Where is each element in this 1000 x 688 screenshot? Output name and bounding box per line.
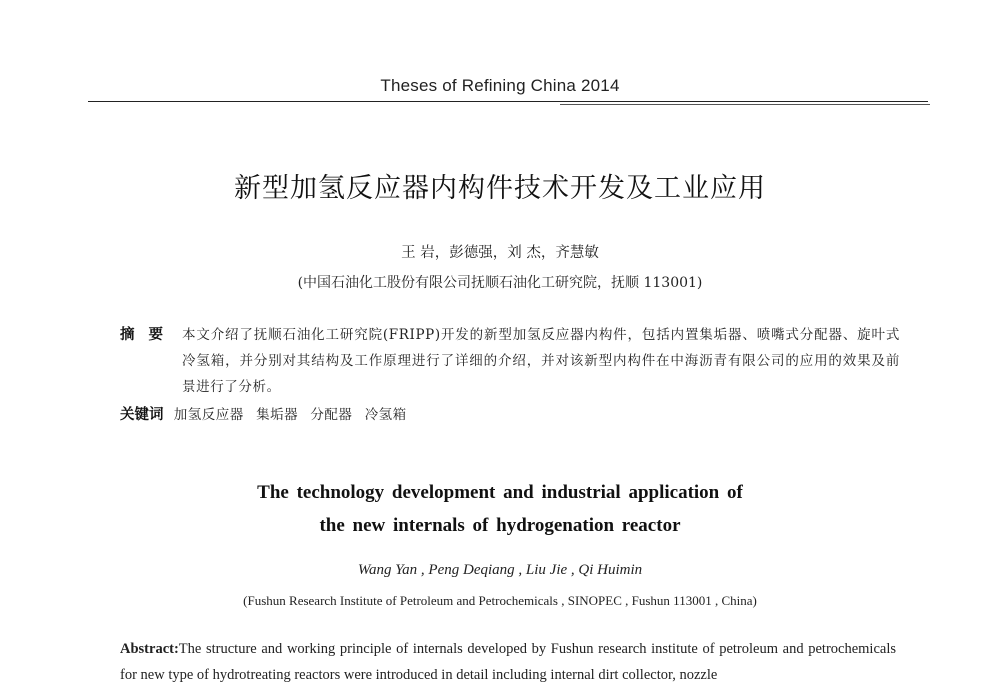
authors-cn: 王 岩，彭德强，刘 杰，齐慧敏 [401,245,599,261]
paper-title-en-line1: The technology development and industrial application of [257,482,743,503]
header-rule [88,101,928,102]
authors-en: Wang Yan , Peng Deqiang , Liu Jie , Qi Huimin [357,562,643,578]
abstract-cn-text: 本文介绍了抚顺石油化工研究院(FRIPP)开发的新型加氢反应器内构件，包括内置集垢器、喷嘴式分配器、旋叶式冷氢箱，并分别对其结构及工作原理进行了详细的介绍，并对该新型内构件在中海沥青有限公司的应用的效果及前景进行了分析。 [182,327,900,395]
header-rule-secondary [560,104,930,105]
keyword: 集垢器 [256,407,299,423]
running-head: Theses of Refining China 2014 [380,76,620,95]
abstract-cn-label: 摘要 [120,327,177,343]
paper-title-cn: 新型加氢反应器内构件技术开发及工业应用 [234,173,766,204]
abstract-en-label: Abstract: [120,641,179,657]
abstract-en [120,636,896,688]
abstract-cn [120,322,900,400]
abstract-en-text: The structure and working principle of internals developed by Fushun research institute of petroleum and petrochemicals for new type of hydrotreating reactors were introduced in detail including internal dirt collector, nozzle [120,641,896,683]
keywords-cn-label: 关键词 [120,407,164,423]
keyword: 冷氢箱 [364,407,407,423]
keywords-cn [120,402,900,428]
affiliation-en: (Fushun Research Institute of Petroleum and Petrochemicals , SINOPEC , Fushun 113001 , China) [243,593,757,608]
paper-title-en [0,476,1000,542]
paper-title-en-line2: the new internals of hydrogenation reactor [319,515,681,536]
affiliation-cn: (中国石油化工股份有限公司抚顺石油化工研究院，抚顺 113001) [297,275,703,291]
keyword: 分配器 [310,407,353,423]
keyword: 加氢反应器 [173,407,244,423]
